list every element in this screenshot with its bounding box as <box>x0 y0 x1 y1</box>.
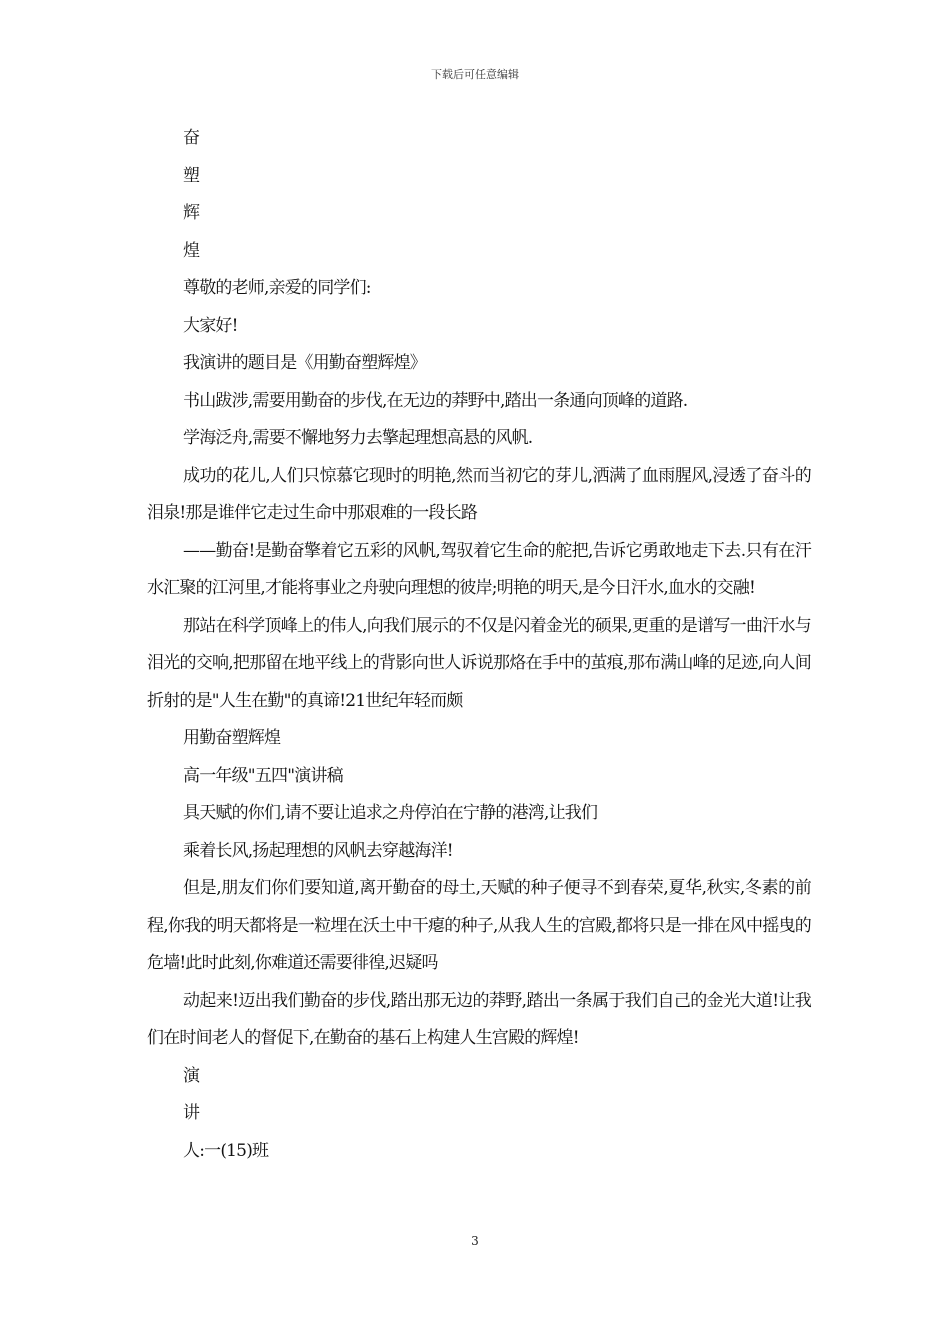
greeting: 大家好! <box>183 315 238 336</box>
paragraph: ——勤奋!是勤奋擎着它五彩的风帆,驾驭着它生命的舵把,告诉它勇敢地走下去.只有在汗水汇聚的江河里,才能将事业之舟驶向理想的彼岸;明艳的明天,是今日汗水,血水的交融! <box>147 540 811 598</box>
speech-topic: 我演讲的题目是《用勤奋塑辉煌》 <box>183 353 426 373</box>
document-body <box>147 120 811 1170</box>
title-char-2: 塑 <box>183 165 200 186</box>
signature-char-1: 演 <box>183 1065 200 1086</box>
paragraph: 动起来!迈出我们勤奋的步伐,踏出那无边的莽野,踏出一条属于我们自己的金光大道!让我们在时间老人的督促下,在勤奋的基石上构建人生宫殿的辉煌! <box>147 990 811 1048</box>
title-char-1: 奋 <box>183 128 200 148</box>
paragraph: 书山跋涉,需要用勤奋的步伐,在无边的莽野中,踏出一条通向顶峰的道路. <box>183 390 688 411</box>
inline-subtitle: 高一年级"五四"演讲稿 <box>183 765 343 786</box>
speaker-signature: 人:一(15)班 <box>183 1140 269 1161</box>
paragraph: 但是,朋友们你们要知道,离开勤奋的母土,天赋的种子便寻不到春荣,夏华,秋实,冬素的前程,你我的明天都将是一粒埋在沃土中干瘪的种子,从我人生的宫殿,都将只是一排在风中摇曳的危墙!此时此刻,你难道还需要徘徨,迟疑吗 <box>147 878 811 973</box>
title-char-4: 煌 <box>183 240 200 261</box>
page-header: 下载后可任意编辑 <box>431 68 519 81</box>
salutation: 尊敬的老师,亲爱的同学们: <box>183 278 371 298</box>
signature-char-2: 讲 <box>183 1103 200 1123</box>
title-char-3: 辉 <box>183 203 200 223</box>
paragraph: 乘着长风,扬起理想的风帆去穿越海洋! <box>183 840 453 861</box>
paragraph: 成功的花儿,人们只惊慕它现时的明艳,然而当初它的芽儿,洒满了血雨腥风,浸透了奋斗的泪泉!那是谁伴它走过生命中那艰难的一段长路 <box>147 465 811 523</box>
paragraph: 那站在科学顶峰上的伟人,向我们展示的不仅是闪着金光的硕果,更重的是谱写一曲汗水与泪光的交响,把那留在地平线上的背影向世人诉说那烙在手中的茧痕,那布满山峰的足迹,向人间折射的是"人生在勤"的真谛!21世纪年轻而颇 <box>147 615 811 711</box>
paragraph: 具天赋的你们,请不要让追求之舟停泊在宁静的港湾,让我们 <box>183 803 598 823</box>
paragraph: 学海泛舟,需要不懈地努力去擎起理想高悬的风帆. <box>183 428 533 448</box>
inline-title: 用勤奋塑辉煌 <box>183 728 281 748</box>
page-number: 3 <box>471 1234 479 1248</box>
